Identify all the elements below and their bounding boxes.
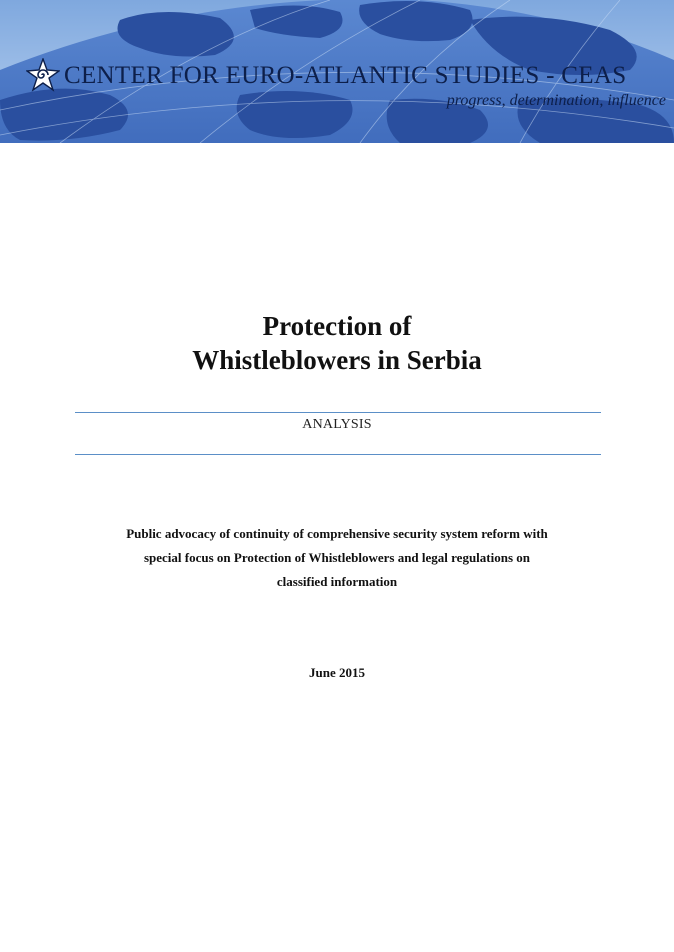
top-divider (75, 412, 601, 413)
document-title-line-2: Whistleblowers in Serbia (192, 345, 482, 375)
subtitle-line-1: Public advocacy of continuity of comprehensive security system reform with (126, 526, 548, 541)
subtitle-line-2: special focus on Protection of Whistleblowers and legal regulations on (143, 550, 531, 565)
organization-tagline: progress, determination, influence (446, 92, 666, 109)
document-title-line-1: Protection of (262, 311, 412, 341)
document-type-label: ANALYSIS (302, 417, 372, 432)
publication-date: June 2015 (309, 665, 365, 680)
subtitle-line-3: classified information (276, 574, 398, 589)
document-title (0, 309, 674, 377)
bottom-divider (75, 454, 601, 455)
organization-name: CENTER FOR EURO-ATLANTIC STUDIES - CEAS (64, 62, 627, 89)
ceas-star-spiral-logo-icon (26, 58, 60, 92)
header-banner (0, 0, 674, 143)
document-subtitle (90, 522, 584, 594)
